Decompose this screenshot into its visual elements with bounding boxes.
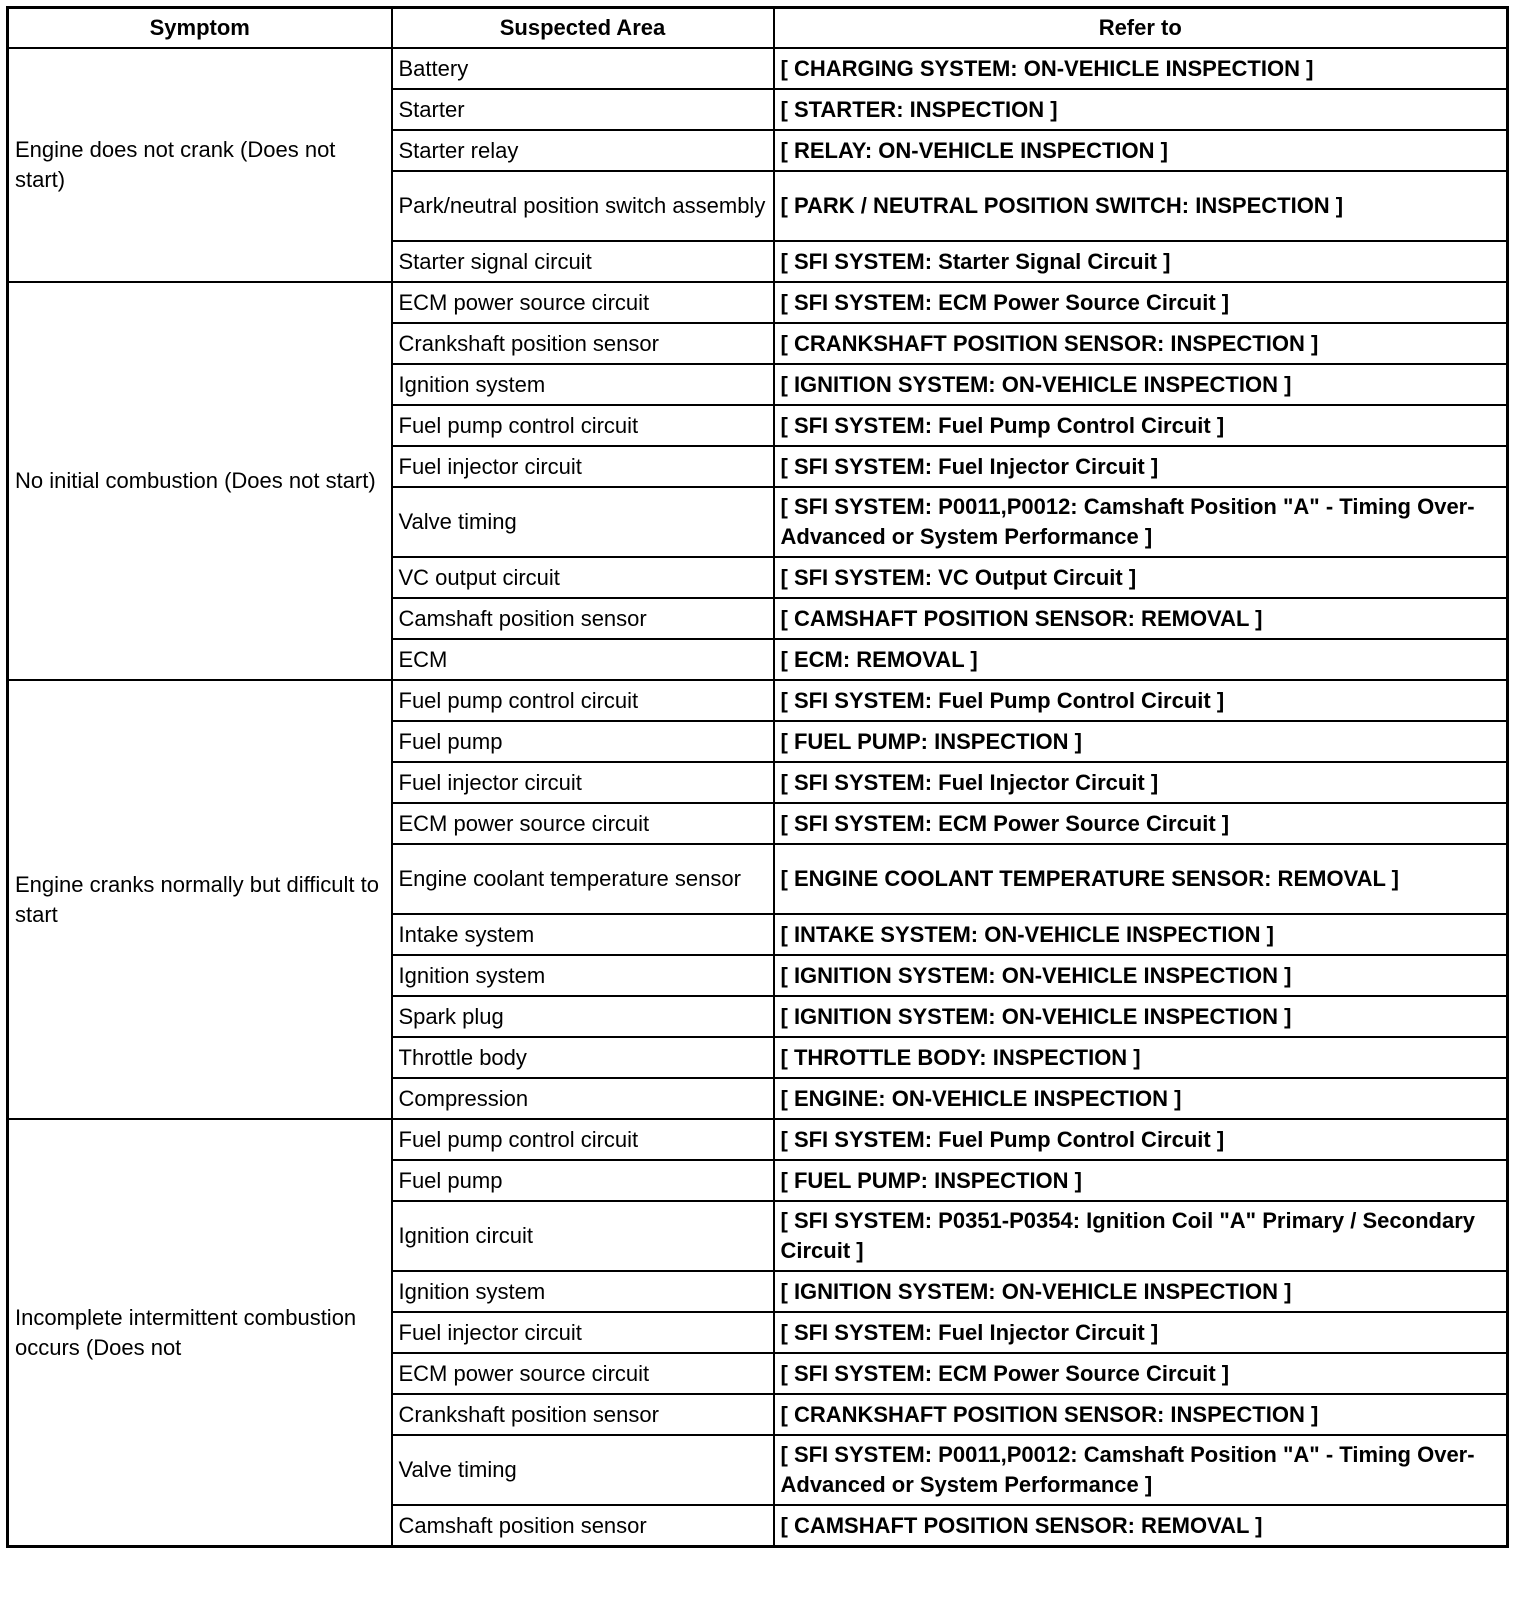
suspected-area-cell: Crankshaft position sensor <box>392 1394 774 1435</box>
suspected-area-cell: Fuel pump <box>392 721 774 762</box>
refer-to-cell: [ SFI SYSTEM: Fuel Pump Control Circuit ] <box>774 680 1508 721</box>
suspected-area-cell: Valve timing <box>392 1435 774 1505</box>
header-row <box>8 8 1508 49</box>
refer-to-cell: [ CHARGING SYSTEM: ON-VEHICLE INSPECTION ] <box>774 48 1508 89</box>
troubleshooting-table <box>6 6 1509 1548</box>
refer-to-cell: [ FUEL PUMP: INSPECTION ] <box>774 1160 1508 1201</box>
refer-to-cell: [ SFI SYSTEM: Fuel Pump Control Circuit ] <box>774 405 1508 446</box>
refer-to-cell: [ IGNITION SYSTEM: ON-VEHICLE INSPECTION ] <box>774 1271 1508 1312</box>
suspected-area-cell: Camshaft position sensor <box>392 1505 774 1547</box>
refer-to-cell: [ SFI SYSTEM: ECM Power Source Circuit ] <box>774 803 1508 844</box>
suspected-area-cell: Engine coolant temperature sensor <box>392 844 774 914</box>
refer-to-cell: [ SFI SYSTEM: VC Output Circuit ] <box>774 557 1508 598</box>
refer-to-cell: [ IGNITION SYSTEM: ON-VEHICLE INSPECTION ] <box>774 364 1508 405</box>
refer-to-cell: [ SFI SYSTEM: P0011,P0012: Camshaft Position "A" - Timing Over-Advanced or System Performance ] <box>774 487 1508 557</box>
suspected-area-cell: ECM <box>392 639 774 680</box>
suspected-area-cell: Valve timing <box>392 487 774 557</box>
symptom-cell: Engine does not crank (Does not start) <box>8 48 392 282</box>
refer-to-cell: [ SFI SYSTEM: ECM Power Source Circuit ] <box>774 282 1508 323</box>
symptom-cell: Engine cranks normally but difficult to start <box>8 680 392 1119</box>
suspected-area-cell: Throttle body <box>392 1037 774 1078</box>
suspected-area-cell: Fuel injector circuit <box>392 446 774 487</box>
refer-to-cell: [ CAMSHAFT POSITION SENSOR: REMOVAL ] <box>774 1505 1508 1547</box>
suspected-area-cell: Crankshaft position sensor <box>392 323 774 364</box>
suspected-area-cell: Fuel injector circuit <box>392 1312 774 1353</box>
suspected-area-cell: Starter <box>392 89 774 130</box>
table-row <box>8 680 1508 721</box>
refer-to-cell: [ CAMSHAFT POSITION SENSOR: REMOVAL ] <box>774 598 1508 639</box>
table-row <box>8 282 1508 323</box>
refer-to-cell: [ ENGINE: ON-VEHICLE INSPECTION ] <box>774 1078 1508 1119</box>
suspected-area-cell: Starter relay <box>392 130 774 171</box>
suspected-area-cell: Ignition system <box>392 364 774 405</box>
refer-to-cell: [ SFI SYSTEM: ECM Power Source Circuit ] <box>774 1353 1508 1394</box>
table-row <box>8 48 1508 89</box>
table-body <box>8 48 1508 1547</box>
refer-to-cell: [ SFI SYSTEM: Fuel Injector Circuit ] <box>774 762 1508 803</box>
refer-to-cell: [ INTAKE SYSTEM: ON-VEHICLE INSPECTION ] <box>774 914 1508 955</box>
table-row <box>8 1119 1508 1160</box>
suspected-area-cell: ECM power source circuit <box>392 282 774 323</box>
suspected-area-cell: Park/neutral position switch assembly <box>392 171 774 241</box>
refer-to-cell: [ SFI SYSTEM: Starter Signal Circuit ] <box>774 241 1508 282</box>
suspected-area-cell: Battery <box>392 48 774 89</box>
suspected-area-cell: Compression <box>392 1078 774 1119</box>
suspected-area-cell: VC output circuit <box>392 557 774 598</box>
symptom-cell: No initial combustion (Does not start) <box>8 282 392 680</box>
document-page <box>6 6 1509 1548</box>
suspected-area-cell: Spark plug <box>392 996 774 1037</box>
symptom-cell: Incomplete intermittent combustion occurs (Does not <box>8 1119 392 1547</box>
suspected-area-cell: ECM power source circuit <box>392 803 774 844</box>
refer-to-cell: [ SFI SYSTEM: P0351-P0354: Ignition Coil "A" Primary / Secondary Circuit ] <box>774 1201 1508 1271</box>
header-refer-to: Refer to <box>774 8 1508 49</box>
suspected-area-cell: Fuel pump control circuit <box>392 1119 774 1160</box>
refer-to-cell: [ THROTTLE BODY: INSPECTION ] <box>774 1037 1508 1078</box>
suspected-area-cell: Ignition circuit <box>392 1201 774 1271</box>
refer-to-cell: [ SFI SYSTEM: P0011,P0012: Camshaft Position "A" - Timing Over-Advanced or System Performance ] <box>774 1435 1508 1505</box>
refer-to-cell: [ SFI SYSTEM: Fuel Injector Circuit ] <box>774 1312 1508 1353</box>
refer-to-cell: [ CRANKSHAFT POSITION SENSOR: INSPECTION ] <box>774 1394 1508 1435</box>
refer-to-cell: [ IGNITION SYSTEM: ON-VEHICLE INSPECTION ] <box>774 996 1508 1037</box>
suspected-area-cell: Fuel pump control circuit <box>392 405 774 446</box>
refer-to-cell: [ IGNITION SYSTEM: ON-VEHICLE INSPECTION ] <box>774 955 1508 996</box>
refer-to-cell: [ PARK / NEUTRAL POSITION SWITCH: INSPECTION ] <box>774 171 1508 241</box>
refer-to-cell: [ FUEL PUMP: INSPECTION ] <box>774 721 1508 762</box>
suspected-area-cell: Camshaft position sensor <box>392 598 774 639</box>
refer-to-cell: [ ECM: REMOVAL ] <box>774 639 1508 680</box>
suspected-area-cell: Fuel pump control circuit <box>392 680 774 721</box>
refer-to-cell: [ ENGINE COOLANT TEMPERATURE SENSOR: REMOVAL ] <box>774 844 1508 914</box>
refer-to-cell: [ RELAY: ON-VEHICLE INSPECTION ] <box>774 130 1508 171</box>
header-symptom: Symptom <box>8 8 392 49</box>
refer-to-cell: [ SFI SYSTEM: Fuel Injector Circuit ] <box>774 446 1508 487</box>
header-suspected-area: Suspected Area <box>392 8 774 49</box>
suspected-area-cell: Ignition system <box>392 1271 774 1312</box>
suspected-area-cell: ECM power source circuit <box>392 1353 774 1394</box>
suspected-area-cell: Starter signal circuit <box>392 241 774 282</box>
suspected-area-cell: Fuel pump <box>392 1160 774 1201</box>
refer-to-cell: [ SFI SYSTEM: Fuel Pump Control Circuit ] <box>774 1119 1508 1160</box>
suspected-area-cell: Fuel injector circuit <box>392 762 774 803</box>
refer-to-cell: [ STARTER: INSPECTION ] <box>774 89 1508 130</box>
refer-to-cell: [ CRANKSHAFT POSITION SENSOR: INSPECTION ] <box>774 323 1508 364</box>
suspected-area-cell: Intake system <box>392 914 774 955</box>
suspected-area-cell: Ignition system <box>392 955 774 996</box>
